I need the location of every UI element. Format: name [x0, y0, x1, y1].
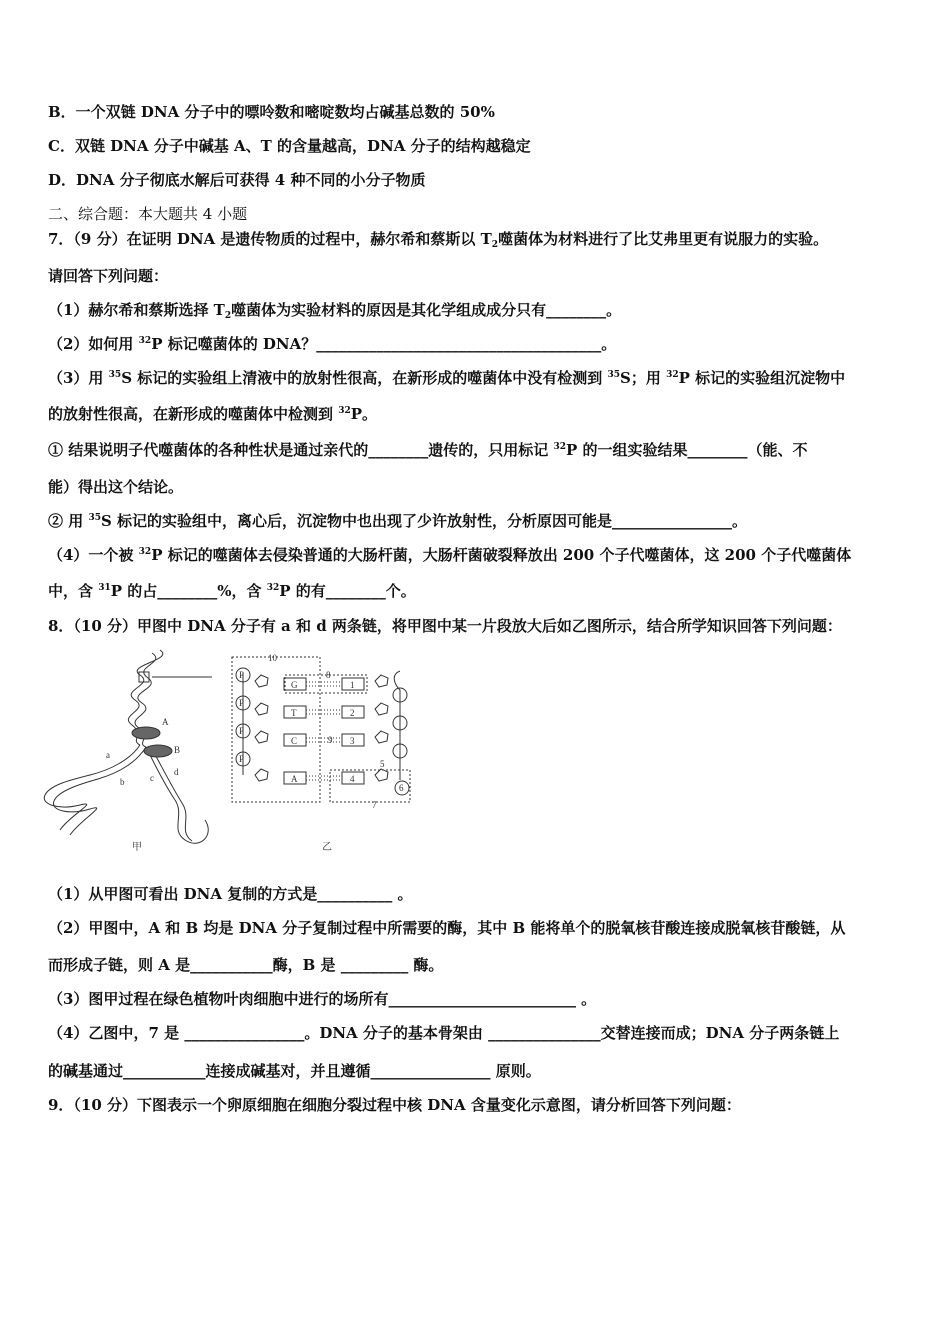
label-strand-a: a [106, 750, 110, 760]
label-strand-b: b [120, 777, 125, 787]
phosphate-1: P [239, 670, 245, 680]
q8-part3: （3）图甲过程在绿色植物叶肉细胞中进行的场所有_________________________ 。 [48, 990, 597, 1008]
label-8: 8 [326, 670, 331, 680]
option-b: B．一个双链 DNA 分子中的嘌呤数和嘧啶数均占碱基总数的 50% [48, 103, 495, 121]
q8-part4: （4）乙图中，7 是 ________________。DNA 分子的基本骨架由 _______________交替连接而成；DNA 分子两条链上 [48, 1024, 840, 1042]
option-c: C．双链 DNA 分子中碱基 A、T 的含量越高，DNA 分子的结构越稳定 [48, 137, 531, 155]
q7-circle1-line2: 能）得出这个结论。 [48, 478, 184, 496]
label-enzyme-b: B [174, 745, 181, 755]
label-yi: 乙 [322, 842, 332, 853]
phosphate-3: P [239, 726, 245, 736]
q8-part2-line2: 而形成子链，则 A 是___________酶，B 是 _________ 酶。 [48, 956, 444, 974]
q7-prompt: 请回答下列问题： [48, 267, 169, 285]
label-9: 9 [328, 735, 333, 745]
figure-yi [232, 653, 410, 853]
base-right-2: 2 [350, 708, 355, 718]
q9-intro: 9．（10 分）下图表示一个卵原细胞在细胞分裂过程中核 DNA 含量变化示意图，请分析回答下列问题： [48, 1096, 741, 1114]
label-jia: 甲 [132, 842, 142, 853]
q7-circle1: ① 结果说明子代噬菌体的各种性状是通过亲代的________遗传的，只用标记 $^{32}$P 的一组实验结果________（能、不 [48, 441, 808, 459]
label-enzyme-a: A [162, 717, 169, 727]
base-left-4: A [291, 774, 298, 784]
base-left-1: G [291, 680, 298, 690]
base-right-4: 4 [350, 774, 355, 784]
label-7: 7 [372, 800, 377, 810]
q7-intro: 7．（9 分）在证明 DNA 是遗传物质的过程中，赫尔希和蔡斯以 $T_2$噬菌体为材料进行了比艾弗里更有说服力的实验。 [48, 230, 829, 250]
dna-replication-figure [40, 645, 420, 860]
section-heading: 二、综合题：本大题共 4 小题 [48, 205, 248, 223]
q8-part2: （2）甲图中，A 和 B 均是 DNA 分子复制过程中所需要的酶，其中 B 能将单个的脱氧核苷酸连接成脱氧核苷酸链，从 [48, 919, 846, 937]
label-5: 5 [380, 759, 385, 769]
q7-part1: （1）赫尔希和蔡斯选择 $T_2$噬菌体为实验材料的原因是其化学组成成分只有________。 [48, 301, 622, 321]
label-10: 10 [268, 653, 277, 663]
phosphate-2: P [239, 698, 245, 708]
base-left-2: T [291, 708, 297, 718]
base-right-3: 3 [350, 736, 355, 746]
label-6: 6 [399, 783, 404, 793]
q8-intro: 8．（10 分）甲图中 DNA 分子有 a 和 d 两条链，将甲图中某一片段放大后如乙图所示，结合所学知识回答下列问题： [48, 617, 842, 635]
q7-part4-line2: 中，含 $^{31}$P 的占________%，含 $^{32}$P 的有________个。 [48, 582, 416, 600]
base-right-1: 1 [350, 680, 355, 690]
q7-part3-line2: 的放射性很高，在新形成的噬菌体中检测到 $^{32}$P。 [48, 405, 378, 423]
q7-part4: （4）一个被 $^{32}$P 标记的噬菌体去侵染普通的大肠杆菌，大肠杆菌破裂释放出 200 个子代噬菌体，这 200 个子代噬菌体 [48, 546, 852, 564]
q8-part1: （1）从甲图可看出 DNA 复制的方式是__________ 。 [48, 885, 413, 903]
q7-circle2: ② 用 $^{35}$S 标记的实验组中，离心后，沉淀物中也出现了少许放射性，分析原因可能是________________。 [48, 512, 748, 530]
phosphate-4: P [239, 754, 245, 764]
label-strand-c: c [150, 773, 154, 783]
option-d: D．DNA 分子彻底水解后可获得 4 种不同的小分子物质 [48, 171, 426, 189]
q8-part4-line2: 的碱基通过___________连接成碱基对，并且遵循________________ 原则。 [48, 1062, 541, 1080]
label-strand-d: d [174, 767, 179, 777]
q7-part2: （2）如何用 $^{32}$P 标记噬菌体的 DNA？______________________________________。 [48, 335, 617, 353]
base-left-3: C [291, 736, 298, 746]
figure-jia [44, 650, 212, 853]
q7-part3: （3）用 $^{35}$S 标记的实验组上清液中的放射性很高，在新形成的噬菌体中没有检测到 $^{35}$S；用 $^{32}$P 标记的实验组沉淀物中 [48, 369, 846, 387]
